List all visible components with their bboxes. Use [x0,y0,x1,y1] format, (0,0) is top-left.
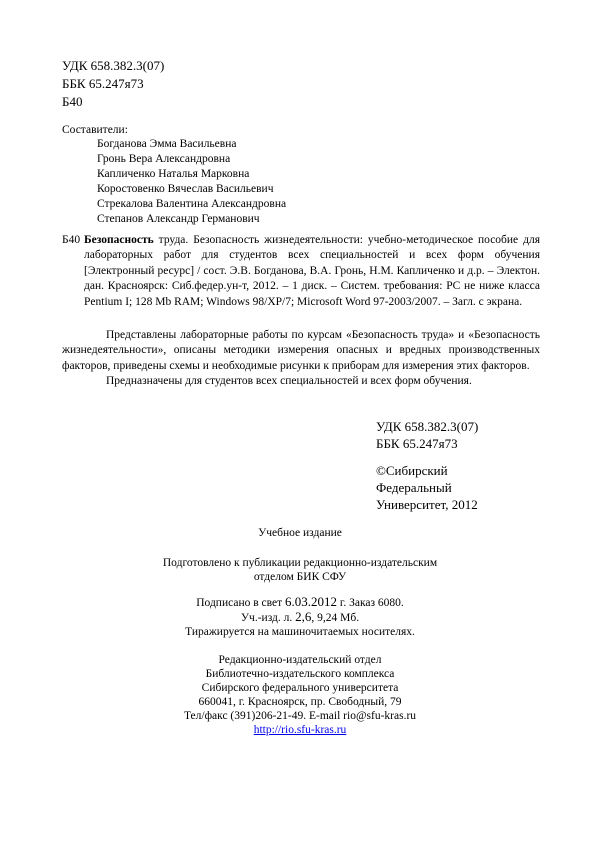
compilers-list [97,137,286,227]
compiler-name: Капличенко Наталья Марковна [97,168,250,180]
website-link[interactable]: http://rio.sfu-kras.ru [253,724,347,736]
copies-note: Тиражируется на машиночитаемых носителях. [185,626,415,638]
annotation [62,328,540,390]
bbk-code: ББК 65.247я73 [62,76,144,91]
publisher-contact: Тел/факс (391)206-21-49. E-mail rio@sfu-kras.ru [183,710,417,722]
publisher-info [60,653,540,737]
compiler-name: Степанов Александр Германович [97,213,260,225]
prepared-note [60,556,540,584]
compiler-name: Стрекалова Валентина Александровна [97,198,287,210]
copyright-line: Федеральный [376,480,452,495]
udk-code: УДК 658.382.3(07) [62,58,165,73]
bibliographic-record [62,233,540,310]
udk-code-right: УДК 658.382.3(07) [376,419,479,434]
volume-value: 2,6 [295,609,312,624]
publisher-university: Сибирского федерального университета [201,682,399,694]
signed-prefix: Подписано в свет [196,597,283,609]
classification-codes [62,57,164,111]
biblio-description [62,233,540,310]
signed-date: 6.03.2012 [285,594,338,609]
edition-type: Учебное издание [258,527,342,539]
publisher-dept: Редакционно-издательский отдел [218,654,382,666]
order-number: г. Заказ 6080. [339,597,404,609]
right-classification-codes [376,418,478,452]
compiler-name: Коростовенко Вячеслав Васильевич [97,183,274,195]
prepared-line: Подготовлено к публикации редакционно-издательским [162,557,438,569]
publisher-complex: Библиотечно-издательского комплекса [205,668,395,680]
biblio-title: Безопасность [84,234,154,246]
author-index: Б40 [62,94,83,109]
prepared-line: отделом БИК СФУ [253,571,347,583]
signed-line [60,595,540,610]
biblio-text: труда. Безопасность жизнедеятельности: учебно-методическое пособие для лабораторных работ для студентов всех специальностей и всех форм обучения [Электронный ресурс] / сост. Э.В. Богданова, В.А. Гронь, Н.М. Капличенко и д.р. – Электон. дан. Красноярск: Сиб.федер.ун-т, 2012. – 1 диск. – Систем. требования: PC не ниже класса Pentium I; 128 Mb RAM; Windows 98/XP/7; Microsoft Word 97-2003/2007. – Загл. с экрана. [84,234,540,308]
compiler-name: Богданова Эмма Васильевна [97,138,237,150]
copyright-line: Университет, 2012 [376,497,478,512]
annotation-paragraph-1: Представлены лабораторные работы по курсам «Безопасность труда» и «Безопасность жизнедеятельности», описаны методики измерения опасных и вредных производственных факторов, приведены схемы и необходимые рисунки к приборам для измерения этих факторов. [62,329,540,372]
volume-suffix: , 9,24 Мб. [311,612,360,624]
bbk-code-right: ББК 65.247я73 [376,436,458,451]
copyright-notice [376,462,478,513]
volume-line [60,610,540,625]
compilers-title: Составители: [62,124,128,136]
biblio-index: Б40 [62,234,81,246]
compiler-name: Гронь Вера Александровна [97,153,231,165]
annotation-paragraph-2: Предназначены для студентов всех специальностей и всех форм обучения. [106,375,472,388]
publication-details [60,595,540,639]
volume-prefix: Уч.-изд. л. [240,612,293,624]
publisher-address: 660041, г. Красноярск, пр. Свободный, 79 [198,696,402,708]
copyright-line: ©Сибирский [376,463,448,478]
